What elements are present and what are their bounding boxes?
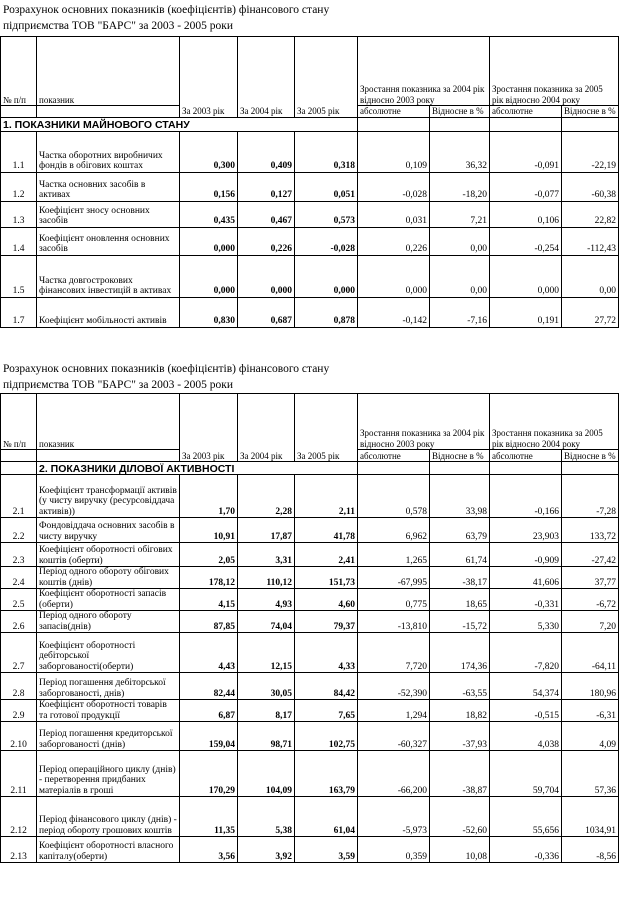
- row-label: Період погашення дебіторської заборгованості, днів): [37, 673, 180, 700]
- value-2005: 0,878: [295, 297, 358, 327]
- value-2005: 84,42: [295, 673, 358, 700]
- growth-2004-absolute: 0,578: [358, 475, 430, 518]
- value-2005: 163,79: [295, 751, 358, 797]
- value-2003: 0,156: [180, 172, 238, 201]
- value-2004: 0,687: [238, 297, 295, 327]
- header-growth-2005: Зростання показника за 2005 рік відносно 2004 року: [490, 394, 619, 450]
- row-label: Частка оборотних виробничих фондів в обігових коштах: [37, 131, 180, 172]
- header-2003: За 2003 рік: [180, 394, 238, 462]
- value-2004: 2,28: [238, 475, 295, 518]
- growth-2005-absolute: -0,254: [490, 227, 562, 255]
- growth-2004-absolute: 0,226: [358, 227, 430, 255]
- value-2005: 151,73: [295, 567, 358, 589]
- header-rel-2: Відносне в %: [562, 450, 619, 462]
- table2-title: [3, 361, 329, 393]
- section-blank: [358, 117, 430, 131]
- growth-2005-absolute: 0,000: [490, 255, 562, 297]
- growth-2005-relative: -27,42: [562, 543, 619, 567]
- growth-2004-relative: -63,55: [430, 673, 490, 700]
- growth-2005-relative: 22,82: [562, 201, 619, 227]
- row-label: Частка довгострокових фінансових інвестицій в активах: [37, 255, 180, 297]
- growth-2005-absolute: -0,331: [490, 589, 562, 611]
- value-2003: 4,43: [180, 633, 238, 673]
- growth-2004-absolute: 0,000: [358, 255, 430, 297]
- row-number: 1.3: [1, 201, 37, 227]
- row-label: Коефіцієнт трансформації активів (у чисту виручку (ресурсовіддача активів)): [37, 475, 180, 518]
- growth-2004-absolute: -0,028: [358, 172, 430, 201]
- header-name: показник: [37, 394, 180, 450]
- table1-title-line1: Розрахунок основних показників (коефіцієнтів) фінансового стану: [3, 4, 330, 16]
- growth-2004-relative: 36,32: [430, 131, 490, 172]
- row-label: Частка основних засобів в активах: [37, 172, 180, 201]
- row-label: Коефіцієнт мобільності активів: [37, 297, 180, 327]
- value-2005: 79,37: [295, 611, 358, 633]
- table-row: [1, 518, 619, 543]
- growth-2004-relative: -15,72: [430, 611, 490, 633]
- growth-2005-relative: -22,19: [562, 131, 619, 172]
- value-2003: 4,15: [180, 589, 238, 611]
- header-abs-1: абсолютне: [358, 106, 430, 118]
- row-label: Фондовіддача основних засобів в чисту виручку: [37, 518, 180, 543]
- value-2005: 0,318: [295, 131, 358, 172]
- section-blank: [490, 462, 562, 475]
- value-2003: 0,435: [180, 201, 238, 227]
- header-2005: За 2005 рік: [295, 37, 358, 118]
- value-2005: 4,33: [295, 633, 358, 673]
- value-2003: 6,87: [180, 700, 238, 722]
- value-2004: 3,31: [238, 543, 295, 567]
- row-number: 2.5: [1, 589, 37, 611]
- section-blank: [562, 462, 619, 475]
- growth-2005-relative: -60,38: [562, 172, 619, 201]
- growth-2004-absolute: -67,995: [358, 567, 430, 589]
- value-2005: 102,75: [295, 722, 358, 751]
- growth-2004-absolute: -5,973: [358, 797, 430, 837]
- value-2003: 0,000: [180, 227, 238, 255]
- growth-2005-absolute: 59,704: [490, 751, 562, 797]
- table-row: [1, 751, 619, 797]
- header-growth-2004: Зростання показника за 2004 рік відносно 2003 року: [358, 394, 490, 450]
- table1-body: [1, 131, 619, 327]
- table-row: [1, 255, 619, 297]
- growth-2004-absolute: 7,720: [358, 633, 430, 673]
- table-row: [1, 633, 619, 673]
- header-growth-2005: Зростання показника за 2005 рік відносно 2004 року: [490, 37, 619, 106]
- row-label: Коефіцієнт оборотності запасів (оберти): [37, 589, 180, 611]
- section-blank: [430, 462, 490, 475]
- value-2003: 159,04: [180, 722, 238, 751]
- growth-2004-relative: 18,82: [430, 700, 490, 722]
- growth-2005-absolute: 0,191: [490, 297, 562, 327]
- growth-2005-absolute: -0,166: [490, 475, 562, 518]
- value-2003: 10,91: [180, 518, 238, 543]
- value-2003: 82,44: [180, 673, 238, 700]
- growth-2004-absolute: 1,294: [358, 700, 430, 722]
- growth-2004-relative: -38,17: [430, 567, 490, 589]
- value-2005: 3,59: [295, 837, 358, 863]
- section-property-title: 1. ПОКАЗНИКИ МАЙНОВОГО СТАНУ: [1, 117, 358, 131]
- row-number: 2.10: [1, 722, 37, 751]
- row-label: Період погашення кредиторської заборгованості (днів): [37, 722, 180, 751]
- table-row: [1, 543, 619, 567]
- growth-2004-relative: -52,60: [430, 797, 490, 837]
- growth-2004-relative: 174,36: [430, 633, 490, 673]
- growth-2005-relative: 27,72: [562, 297, 619, 327]
- growth-2004-absolute: 6,962: [358, 518, 430, 543]
- row-number: 2.2: [1, 518, 37, 543]
- section-blank: [430, 117, 490, 131]
- value-2004: 4,93: [238, 589, 295, 611]
- header-num: № п/п: [1, 37, 37, 106]
- table-row: [1, 722, 619, 751]
- row-number: 2.12: [1, 797, 37, 837]
- header-abs-2: абсолютне: [490, 106, 562, 118]
- header-rel-2: Відносне в %: [562, 106, 619, 118]
- header-growth-2004: Зростання показника за 2004 рік відносно 2003 року: [358, 37, 490, 106]
- growth-2004-absolute: 0,359: [358, 837, 430, 863]
- growth-2005-relative: -6,72: [562, 589, 619, 611]
- growth-2005-relative: 180,96: [562, 673, 619, 700]
- growth-2004-relative: 18,65: [430, 589, 490, 611]
- table-row: [1, 837, 619, 863]
- row-label: Період операційного циклу (днів) - перетворення придбаних матеріалів в гроші: [37, 751, 180, 797]
- value-2004: 74,04: [238, 611, 295, 633]
- value-2003: 178,12: [180, 567, 238, 589]
- value-2004: 0,000: [238, 255, 295, 297]
- header-abs-2: абсолютне: [490, 450, 562, 462]
- growth-2005-absolute: -0,336: [490, 837, 562, 863]
- value-2003: 2,05: [180, 543, 238, 567]
- table-row: [1, 567, 619, 589]
- growth-2004-absolute: -66,200: [358, 751, 430, 797]
- row-number: 1.4: [1, 227, 37, 255]
- value-2004: 5,38: [238, 797, 295, 837]
- growth-2004-absolute: -13,810: [358, 611, 430, 633]
- table-row: [1, 700, 619, 722]
- value-2004: 8,17: [238, 700, 295, 722]
- value-2003: 0,830: [180, 297, 238, 327]
- table-row: [1, 589, 619, 611]
- header-num-blank: [1, 106, 37, 118]
- value-2003: 1,70: [180, 475, 238, 518]
- row-number: 2.1: [1, 475, 37, 518]
- growth-2004-absolute: -60,327: [358, 722, 430, 751]
- row-label: Коефіцієнт зносу основних засобів: [37, 201, 180, 227]
- row-number: 2.6: [1, 611, 37, 633]
- header-name: показник: [37, 37, 180, 106]
- section-blank: [358, 462, 430, 475]
- growth-2005-absolute: -0,077: [490, 172, 562, 201]
- growth-2005-relative: 1034,91: [562, 797, 619, 837]
- row-number: 1.7: [1, 297, 37, 327]
- row-number: 2.3: [1, 543, 37, 567]
- value-2003: 0,300: [180, 131, 238, 172]
- row-number: 2.4: [1, 567, 37, 589]
- growth-2004-absolute: 0,775: [358, 589, 430, 611]
- header-2005: За 2005 рік: [295, 394, 358, 462]
- growth-2005-relative: 37,77: [562, 567, 619, 589]
- growth-2004-relative: 61,74: [430, 543, 490, 567]
- table-row: [1, 475, 619, 518]
- growth-2004-relative: -38,87: [430, 751, 490, 797]
- growth-2004-relative: 7,21: [430, 201, 490, 227]
- value-2005: -0,028: [295, 227, 358, 255]
- growth-2004-absolute: 1,265: [358, 543, 430, 567]
- growth-2004-absolute: -0,142: [358, 297, 430, 327]
- header-2004: За 2004 рік: [238, 394, 295, 462]
- table1-title: [3, 2, 329, 34]
- header-num-blank: [1, 450, 37, 462]
- value-2005: 7,65: [295, 700, 358, 722]
- row-number: 2.11: [1, 751, 37, 797]
- growth-2005-relative: -8,56: [562, 837, 619, 863]
- table-row: [1, 131, 619, 172]
- row-number: 2.9: [1, 700, 37, 722]
- row-number: 1.5: [1, 255, 37, 297]
- value-2004: 0,226: [238, 227, 295, 255]
- value-2005: 0,000: [295, 255, 358, 297]
- growth-2005-relative: -6,31: [562, 700, 619, 722]
- growth-2005-absolute: 55,656: [490, 797, 562, 837]
- growth-2004-relative: 33,98: [430, 475, 490, 518]
- header-name-blank: [37, 106, 180, 118]
- value-2004: 0,409: [238, 131, 295, 172]
- growth-2005-relative: 57,36: [562, 751, 619, 797]
- growth-2004-relative: -37,93: [430, 722, 490, 751]
- growth-2005-absolute: -0,515: [490, 700, 562, 722]
- row-label: Коефіцієнт оборотності дебіторської заборгованості(оберти): [37, 633, 180, 673]
- table-row: [1, 201, 619, 227]
- value-2004: 0,467: [238, 201, 295, 227]
- value-2005: 2,11: [295, 475, 358, 518]
- header-abs-1: абсолютне: [358, 450, 430, 462]
- header-2004: За 2004 рік: [238, 37, 295, 118]
- table-row: [1, 797, 619, 837]
- growth-2005-relative: -112,43: [562, 227, 619, 255]
- table-property-indicators: [0, 36, 619, 328]
- table-business-activity: [0, 393, 619, 863]
- value-2005: 41,78: [295, 518, 358, 543]
- row-number: 2.8: [1, 673, 37, 700]
- table-row: [1, 172, 619, 201]
- value-2004: 17,87: [238, 518, 295, 543]
- value-2004: 12,15: [238, 633, 295, 673]
- growth-2005-absolute: 5,330: [490, 611, 562, 633]
- table2-title-line2: підприємства ТОВ "БАРС" за 2003 - 2005 роки: [3, 379, 234, 391]
- header-num: № п/п: [1, 394, 37, 450]
- table-row: [1, 673, 619, 700]
- value-2005: 61,04: [295, 797, 358, 837]
- row-number: 1.2: [1, 172, 37, 201]
- value-2003: 11,35: [180, 797, 238, 837]
- table-row: [1, 297, 619, 327]
- section-blank: [490, 117, 562, 131]
- value-2003: 3,56: [180, 837, 238, 863]
- row-label: Коефіцієнт оборотності товарів та готової продукції: [37, 700, 180, 722]
- growth-2004-relative: 63,79: [430, 518, 490, 543]
- growth-2004-relative: -18,20: [430, 172, 490, 201]
- row-label: Коефіцієнт оборотності обігових коштів (оберти): [37, 543, 180, 567]
- value-2004: 104,09: [238, 751, 295, 797]
- growth-2004-relative: 0,00: [430, 227, 490, 255]
- growth-2005-absolute: -0,091: [490, 131, 562, 172]
- value-2003: 0,000: [180, 255, 238, 297]
- row-label: Період фінансового циклу (днів) - період обороту грошових коштів: [37, 797, 180, 837]
- row-label: Коефіцієнт оновлення основних засобів: [37, 227, 180, 255]
- value-2004: 98,71: [238, 722, 295, 751]
- value-2004: 30,05: [238, 673, 295, 700]
- growth-2005-absolute: -7,820: [490, 633, 562, 673]
- section-activity-title: 2. ПОКАЗНИКИ ДІЛОВОЇ АКТИВНОСТІ: [37, 462, 358, 475]
- growth-2005-absolute: 23,903: [490, 518, 562, 543]
- growth-2004-relative: -7,16: [430, 297, 490, 327]
- value-2004: 3,92: [238, 837, 295, 863]
- row-label: Період одного обороту обігових коштів (днів): [37, 567, 180, 589]
- growth-2005-absolute: 54,374: [490, 673, 562, 700]
- header-name-blank: [37, 450, 180, 462]
- header-rel-1: Відносне в %: [430, 450, 490, 462]
- growth-2004-absolute: 0,031: [358, 201, 430, 227]
- growth-2005-relative: 0,00: [562, 255, 619, 297]
- growth-2004-absolute: 0,109: [358, 131, 430, 172]
- row-number: 2.7: [1, 633, 37, 673]
- growth-2005-relative: 7,20: [562, 611, 619, 633]
- header-rel-1: Відносне в %: [430, 106, 490, 118]
- row-number: 2.13: [1, 837, 37, 863]
- growth-2005-absolute: -0,909: [490, 543, 562, 567]
- row-number: 1.1: [1, 131, 37, 172]
- growth-2004-relative: 0,00: [430, 255, 490, 297]
- growth-2004-absolute: -52,390: [358, 673, 430, 700]
- table1-title-line2: підприємства ТОВ "БАРС" за 2003 - 2005 роки: [3, 20, 234, 32]
- growth-2005-absolute: 41,606: [490, 567, 562, 589]
- growth-2005-relative: -64,11: [562, 633, 619, 673]
- growth-2005-relative: 4,09: [562, 722, 619, 751]
- section-blank: [562, 117, 619, 131]
- value-2005: 0,051: [295, 172, 358, 201]
- growth-2005-absolute: 0,106: [490, 201, 562, 227]
- value-2005: 2,41: [295, 543, 358, 567]
- growth-2004-relative: 10,08: [430, 837, 490, 863]
- table2-body: [1, 475, 619, 863]
- value-2003: 170,29: [180, 751, 238, 797]
- growth-2005-absolute: 4,038: [490, 722, 562, 751]
- value-2005: 0,573: [295, 201, 358, 227]
- table-row: [1, 611, 619, 633]
- growth-2005-relative: 133,72: [562, 518, 619, 543]
- value-2003: 87,85: [180, 611, 238, 633]
- table-row: [1, 227, 619, 255]
- value-2004: 0,127: [238, 172, 295, 201]
- row-label: Коефіцієнт оборотності власного капіталу(оберти): [37, 837, 180, 863]
- header-2003: За 2003 рік: [180, 37, 238, 118]
- table2-title-line1: Розрахунок основних показників (коефіцієнтів) фінансового стану: [3, 363, 330, 375]
- growth-2005-relative: -7,28: [562, 475, 619, 518]
- section-blank: [1, 462, 37, 475]
- value-2005: 4,60: [295, 589, 358, 611]
- row-label: Період одного обороту запасів(днів): [37, 611, 180, 633]
- value-2004: 110,12: [238, 567, 295, 589]
